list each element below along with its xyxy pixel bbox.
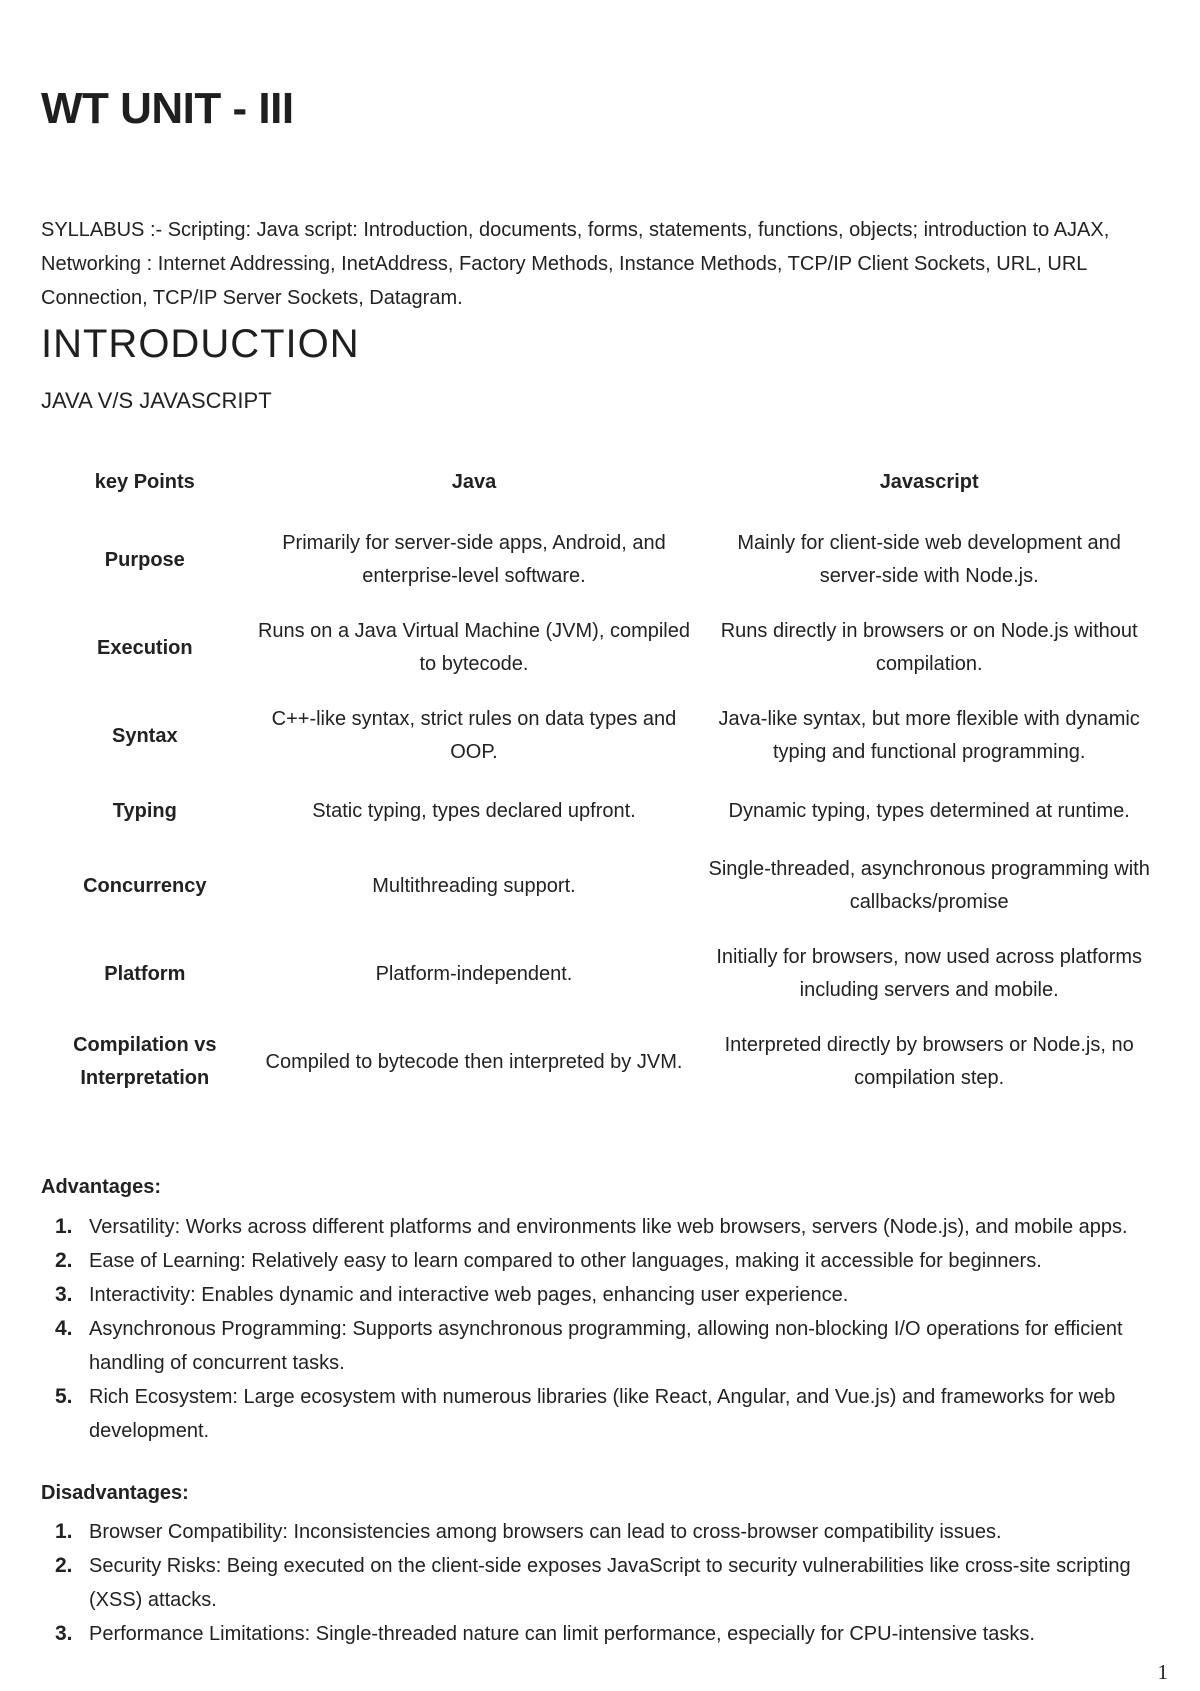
table-header-row	[41, 456, 1159, 516]
row-key: Concurrency	[83, 874, 207, 897]
row-key: Typing	[112, 799, 177, 822]
page-number: 1	[1157, 1660, 1168, 1684]
list-text: Asynchronous Programming: Supports asynchronous programming, allowing non-blocking I/O operations for efficient handling of concurrent tasks.	[89, 1318, 1123, 1374]
list-text: Browser Compatibility: Inconsistencies among browsers can lead to cross-browser compatibility issues.	[89, 1521, 1002, 1543]
advantages-title: Advantages:	[41, 1176, 162, 1198]
row-key: Execution	[97, 636, 193, 659]
header-key-points: key Points	[94, 471, 195, 493]
row-javascript: Dynamic typing, types determined at runtime.	[728, 799, 1130, 822]
row-java: Platform-independent.	[375, 962, 573, 985]
document-title: WT UNIT - III	[41, 84, 294, 133]
list-number: 1.	[55, 1215, 73, 1238]
list-text: Versatility: Works across different platforms and environments like web browsers, servers (Node.js), and mobile apps.	[89, 1216, 1128, 1238]
list-number: 3.	[55, 1283, 73, 1306]
row-java: C++-like syntax, strict rules on data types and OOP.	[271, 708, 677, 763]
list-item	[41, 1549, 1159, 1617]
row-javascript: Interpreted directly by browsers or Node.js, no compilation step.	[724, 1034, 1134, 1089]
table-row	[41, 516, 1159, 604]
disadvantages-list	[41, 1515, 1159, 1651]
list-number: 5.	[55, 1385, 73, 1408]
advantages-list	[41, 1210, 1159, 1448]
header-java: Java	[451, 471, 497, 493]
list-number: 2.	[55, 1249, 73, 1272]
header-javascript: Javascript	[879, 471, 979, 493]
row-java: Compiled to bytecode then interpreted by JVM.	[265, 1050, 683, 1073]
row-javascript: Runs directly in browsers or on Node.js without compilation.	[720, 620, 1138, 675]
row-javascript: Initially for browsers, now used across platforms including servers and mobile.	[716, 946, 1143, 1001]
table-row	[41, 842, 1159, 930]
list-number: 4.	[55, 1317, 73, 1340]
list-item	[41, 1617, 1159, 1651]
list-text: Ease of Learning: Relatively easy to learn compared to other languages, making it accessible for beginners.	[89, 1250, 1042, 1272]
row-key: Syntax	[112, 724, 178, 747]
table-row	[41, 1018, 1159, 1106]
row-key: Purpose	[104, 548, 185, 571]
row-javascript: Mainly for client-side web development and server-side with Node.js.	[737, 532, 1121, 587]
list-item	[41, 1312, 1159, 1380]
list-item	[41, 1244, 1159, 1278]
row-key: Compilation vs Interpretation	[73, 1034, 217, 1089]
row-java: Static typing, types declared upfront.	[312, 799, 636, 822]
comparison-table	[41, 456, 1159, 1106]
table-row	[41, 780, 1159, 842]
syllabus-paragraph: SYLLABUS :- Scripting: Java script: Introduction, documents, forms, statements, functions, objects; introduction to AJAX, Networking : Internet Addressing, InetAddress, Factory Methods, Instance Methods, TCP/IP Client Sockets, URL, URL Connection, TCP/IP Server Sockets, Datagram.	[41, 219, 1110, 309]
list-text: Interactivity: Enables dynamic and interactive web pages, enhancing user experience.	[89, 1284, 849, 1306]
table-row	[41, 604, 1159, 692]
row-javascript: Single-threaded, asynchronous programming with callbacks/promise	[708, 858, 1150, 913]
list-number: 3.	[55, 1622, 73, 1645]
list-number: 2.	[55, 1554, 73, 1577]
list-text: Rich Ecosystem: Large ecosystem with numerous libraries (like React, Angular, and Vue.js) and frameworks for web development.	[89, 1386, 1116, 1442]
list-item	[41, 1380, 1159, 1448]
row-java: Primarily for server-side apps, Android, and enterprise-level software.	[282, 532, 666, 587]
row-key: Platform	[104, 962, 186, 985]
list-number: 1.	[55, 1520, 73, 1543]
list-item	[41, 1515, 1159, 1549]
table-row	[41, 930, 1159, 1018]
section-heading: INTRODUCTION	[41, 322, 360, 366]
table-row	[41, 692, 1159, 780]
row-javascript: Java-like syntax, but more flexible with dynamic typing and functional programming.	[718, 708, 1140, 763]
list-text: Security Risks: Being executed on the client-side exposes JavaScript to security vulnerabilities like cross-site scripting (XSS) attacks.	[89, 1555, 1131, 1611]
list-item	[41, 1278, 1159, 1312]
disadvantages-title: Disadvantages:	[41, 1482, 189, 1504]
list-text: Performance Limitations: Single-threaded nature can limit performance, especially for CPU-intensive tasks.	[89, 1623, 1035, 1645]
comparison-subheading: JAVA V/S JAVASCRIPT	[41, 388, 272, 413]
row-java: Runs on a Java Virtual Machine (JVM), compiled to bytecode.	[257, 620, 690, 675]
list-item	[41, 1210, 1159, 1244]
row-java: Multithreading support.	[372, 874, 576, 897]
